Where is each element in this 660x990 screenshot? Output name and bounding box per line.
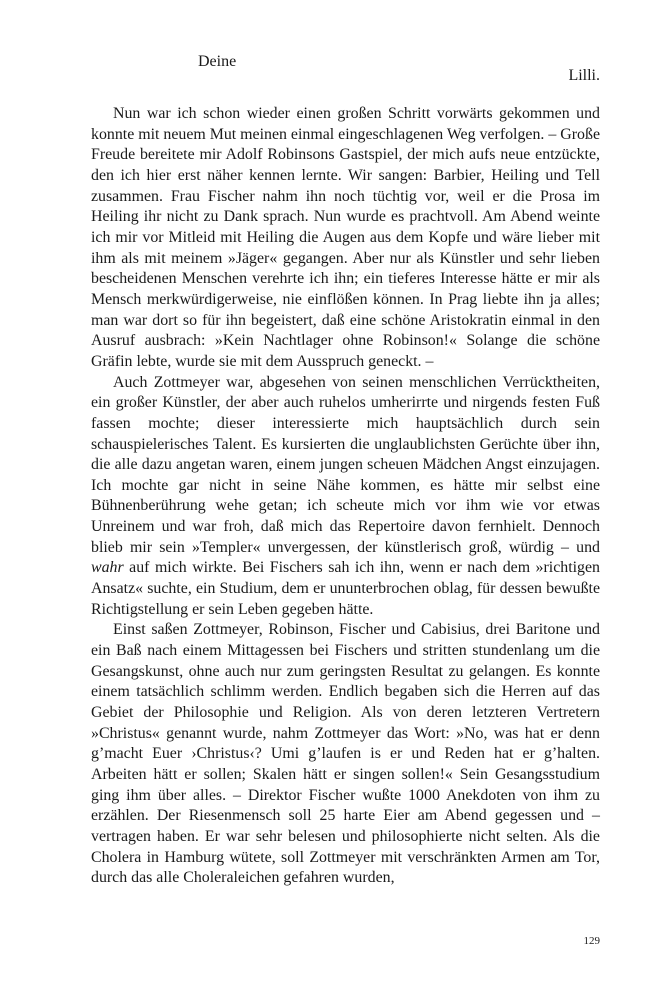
emphasized-word: wahr [91,559,124,577]
paragraph-robinson [91,104,600,373]
letter-signature: Lilli. [568,67,600,84]
paragraph-text: Nun war ich schon wieder einen großen Schritt vorwärts gekommen und konnte mit neuem Mut meinen einmal eingeschlagenen Weg verfolgen. – Große Freude bereitete mir Adolf Robinsons Gastspiel, der mich aufs neue entzückte, den ich hier erst näher kennen lernte. Wir sangen: Barbier, Heiling und Tell zusammen. Frau Fischer nahm ihn noch tüchtig vor, weil er die Prosa im Heiling ihr nicht zu Dank sprach. Nun wurde es prachtvoll. Am Abend weinte ich mir vor Mitleid mit Heiling die Augen aus dem Kopfe und wäre lieber mit ihm als mit meinem »Jäger« gegangen. Aber nur als Künstler und sehr lieben bescheidenen Menschen verehrte ich ihn; ein tieferes Interesse hätte er mir als Mensch merkwürdigerweise, nie einflößen können. In Prag liebte ihn ja alles; man war dort so für ihn begeistert, daß eine schöne Aristokratin einmal in den Ausruf ausbrach: »Kein Nachtlager ohne Robinson!« Solange die schöne Gräfin lebte, wurde sie mit dem Ausspruch geneckt. – [91,105,600,370]
page-number: 129 [583,935,600,947]
book-page [91,0,600,990]
paragraph-text: Auch Zottmeyer war, abgesehen von seinen menschlichen Verrücktheiten, ein großer Künstler, der aber auch ruhelos umherirrte und nirgends festen Fuß fassen mochte; dieser interessierte mich hauptsächlich durch sein schauspielerisches Talent. Es kursierten die unglaublichsten Gerüchte über ihn, die alle dazu angetan waren, einem jungen scheuen Mädchen Angst einzujagen. Ich mochte gar nicht in seine Nähe kommen, es hätte mir selbst eine Bühnenberührung wehe getan; ich scheute mich vor ihm wie vor etwas Unreinem und war froh, daß mich das Repertoire davon fernhielt. Dennoch blieb mir sein »Templer« unvergessen, der künstlerisch groß, würdig – und [91,373,600,556]
paragraph-zottmeyer [91,373,600,621]
paragraph-gesangskunst [91,620,600,889]
paragraph-text: Einst saßen Zottmeyer, Robinson, Fischer und Cabisius, drei Baritone und ein Baß nach einem Mittagessen bei Fischers und stritten stundenlang um die Gesangskunst, ohne auch nur zum geringsten Resultat zu gelangen. Es konnte einem tatsächlich schlimm werden. Endlich begaben sich die Herren auf das Gebiet der Philosophie und Religion. Als von deren letzteren Vertretern »Christus« genannt wurde, nahm Zottmeyer das Wort: »No, was hat er denn g’macht Euer ›Christus‹? Umi g’laufen is er und Reden hat er g’halten. Arbeiten hätt er sollen; Skalen hätt er singen sollen!« Sein Gesangsstudium ging ihm über alles. – Direktor Fischer wußte 1000 Anekdoten von ihm zu erzählen. Der Riesenmensch soll 25 harte Eier am Abend gegessen und – vertragen haben. Er war sehr belesen und philosophierte nicht selten. Als die Cholera in Hamburg wütete, soll Zottmeyer mit verschränkten Armen am Tor, durch das alle Choleraleichen gefahren wurden, [91,621,600,887]
letter-closing: Deine [198,53,237,70]
body-text [91,104,600,889]
paragraph-text-continued: auf mich wirkte. Bei Fischers sah ich ihn, wenn er nach dem »richtigen Ansatz« suchte, ein Studium, dem er ununterbrochen oblag, für dessen bewußte Richtigstellung er sein Leben gegeben hätte. [91,559,600,618]
